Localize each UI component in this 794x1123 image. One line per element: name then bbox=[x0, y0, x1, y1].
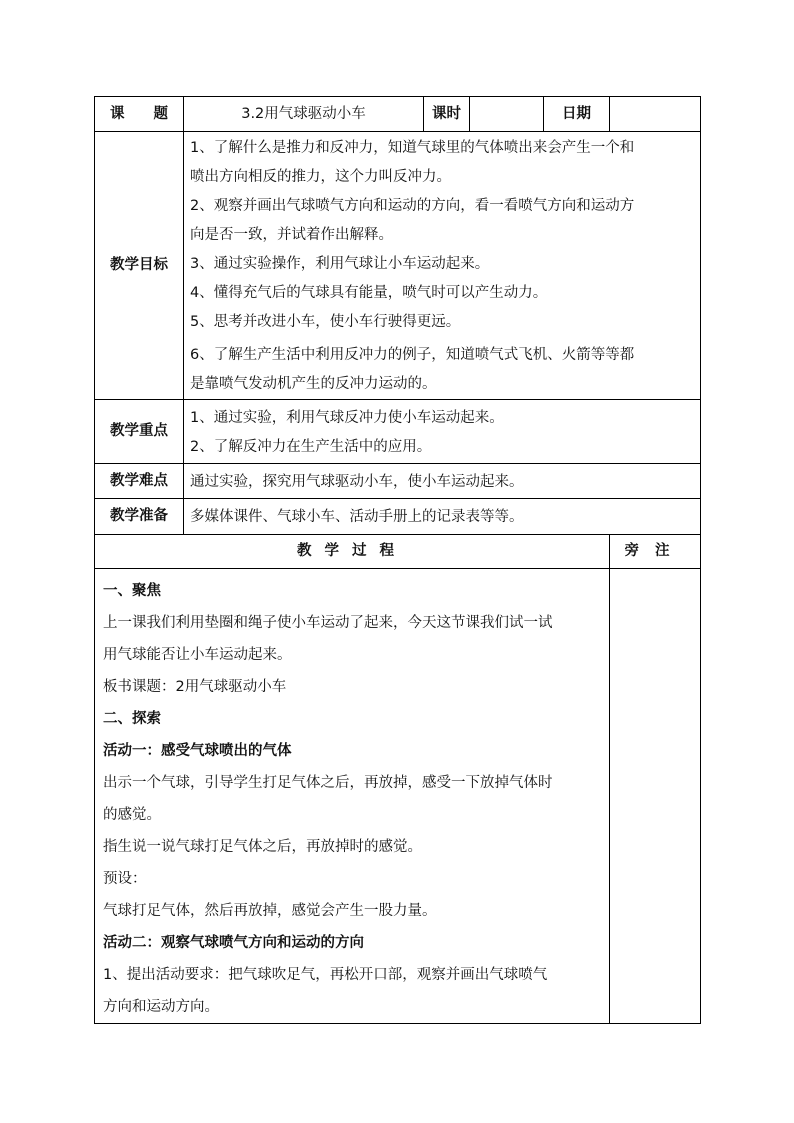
process-header: 教学过程 bbox=[95, 535, 610, 569]
preparation-content: 多媒体课件、气球小车、活动手册上的记录表等等。 bbox=[184, 499, 701, 535]
paragraph: 的感觉。 bbox=[103, 807, 161, 823]
objective-line: 是靠喷气发动机产生的反冲力运动的。 bbox=[190, 376, 437, 392]
difficulties-content: 通过实验，探究用气球驱动小车，使小车运动起来。 bbox=[184, 464, 701, 499]
paragraph: 板书课题：2用气球驱动小车 bbox=[103, 679, 287, 695]
objective-line: 2、观察并画出气球喷气方向和运动的方向，看一看喷气方向和运动方 bbox=[190, 198, 635, 214]
preparation-row bbox=[95, 499, 701, 535]
objective-line: 向是否一致，并试着作出解释。 bbox=[190, 227, 393, 243]
period-label: 课时 bbox=[424, 97, 470, 132]
objective-line: 5、思考并改进小车，使小车行驶得更远。 bbox=[190, 314, 461, 330]
process-content bbox=[95, 569, 610, 1024]
objectives-row bbox=[95, 132, 701, 400]
lesson-plan-table bbox=[94, 96, 701, 1024]
objective-line: 1、了解什么是推力和反冲力，知道气球里的气体喷出来会产生一个和 bbox=[190, 140, 635, 156]
objective-line: 3、通过实验操作，利用气球让小车运动起来。 bbox=[190, 256, 490, 272]
objectives-content bbox=[184, 132, 701, 400]
paragraph: 方向和运动方向。 bbox=[103, 999, 219, 1015]
objectives-label: 教学目标 bbox=[95, 132, 184, 400]
paragraph: 指生说一说气球打足气体之后，再放掉时的感觉。 bbox=[103, 839, 422, 855]
objective-line: 6、了解生产生活中利用反冲力的例子，知道喷气式飞机、火箭等等都 bbox=[190, 347, 635, 363]
difficulties-row bbox=[95, 464, 701, 499]
section-heading: 二、探索 bbox=[103, 711, 161, 727]
objective-line: 4、懂得充气后的气球具有能量，喷气时可以产生动力。 bbox=[190, 285, 548, 301]
subject-label: 课 题 bbox=[95, 97, 184, 132]
paragraph: 出示一个气球，引导学生打足气体之后，再放掉，感受一下放掉气体时 bbox=[103, 775, 553, 791]
difficulties-label: 教学难点 bbox=[95, 464, 184, 499]
notes-content bbox=[610, 569, 701, 1024]
key-points-content bbox=[184, 400, 701, 464]
process-body-row bbox=[95, 569, 701, 1024]
key-points-row bbox=[95, 400, 701, 464]
period-value bbox=[470, 97, 544, 132]
key-point-line: 1、通过实验，利用气球反冲力使小车运动起来。 bbox=[190, 409, 504, 426]
process-header-row bbox=[95, 535, 701, 569]
notes-header: 旁注 bbox=[610, 535, 701, 569]
paragraph: 气球打足气体，然后再放掉，感觉会产生一股力量。 bbox=[103, 903, 437, 919]
paragraph: 1、提出活动要求：把气球吹足气，再松开口部，观察并画出气球喷气 bbox=[103, 967, 548, 983]
section-heading: 一、聚焦 bbox=[103, 583, 161, 599]
paragraph: 预设： bbox=[103, 871, 147, 887]
activity-heading: 活动一：感受气球喷出的气体 bbox=[103, 743, 292, 759]
objective-line: 喷出方向相反的推力，这个力叫反冲力。 bbox=[190, 169, 451, 185]
header-row bbox=[95, 97, 701, 132]
key-point-line: 2、了解反冲力在生产生活中的应用。 bbox=[190, 438, 432, 455]
key-points-label: 教学重点 bbox=[95, 400, 184, 464]
preparation-label: 教学准备 bbox=[95, 499, 184, 535]
date-label: 日期 bbox=[544, 97, 610, 132]
lesson-title: 3.2用气球驱动小车 bbox=[184, 97, 424, 132]
date-value bbox=[610, 97, 701, 132]
paragraph: 上一课我们利用垫圈和绳子使小车运动了起来，今天这节课我们试一试 bbox=[103, 615, 553, 631]
activity-heading: 活动二：观察气球喷气方向和运动的方向 bbox=[103, 935, 364, 951]
paragraph: 用气球能否让小车运动起来。 bbox=[103, 647, 292, 663]
